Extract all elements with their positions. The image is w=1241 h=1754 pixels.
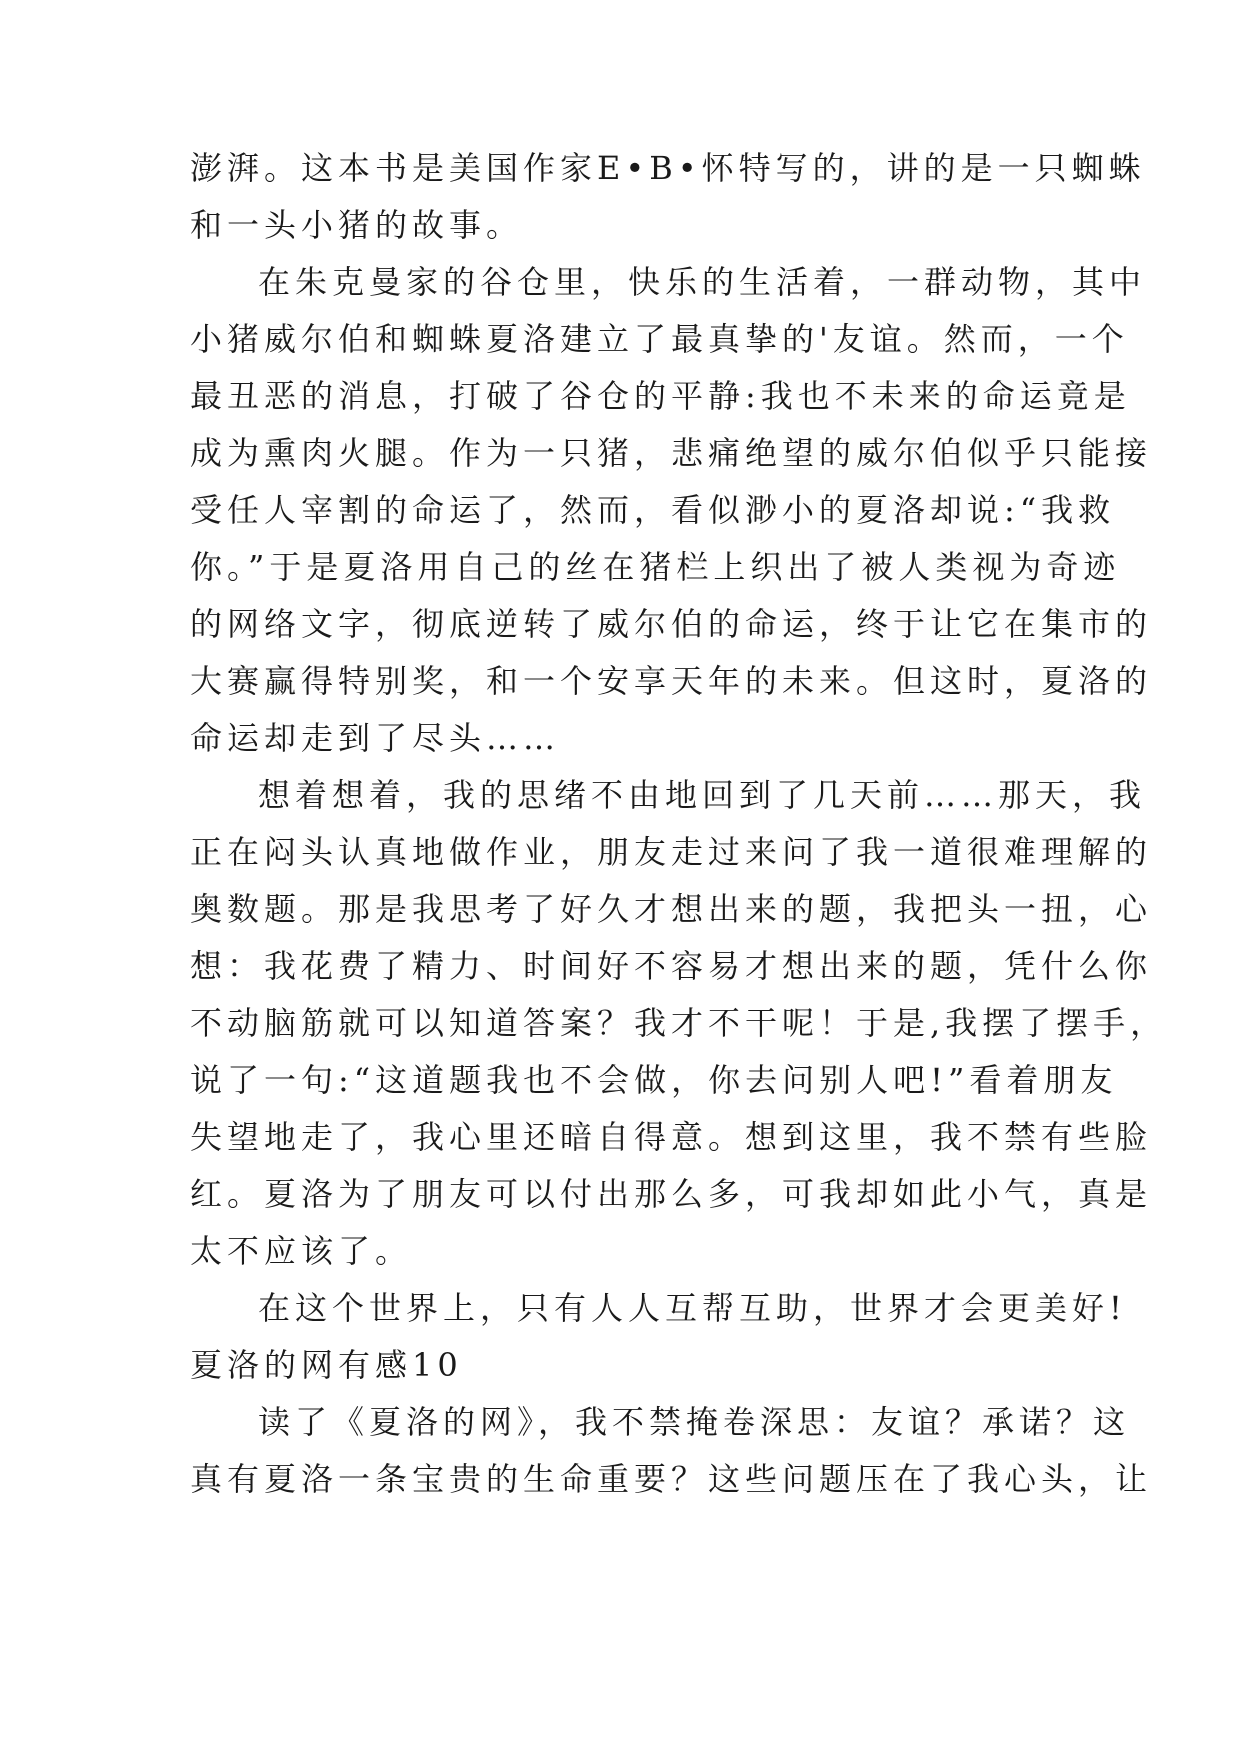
paragraph-start: 读了《夏洛的网》，我不禁掩卷深思：友谊？承诺？这 <box>258 1403 1131 1441</box>
text-line: 成为熏肉火腿。作为一只猪，悲痛绝望的威尔伯似乎只能接 <box>190 434 1153 472</box>
text-line: 小猪威尔伯和蜘蛛夏洛建立了最真挚的'友谊。然而，一个 <box>190 320 1129 358</box>
text-line: 红。夏洛为了朋友可以付出那么多，可我却如此小气，真是 <box>190 1175 1153 1213</box>
text-line: 最丑恶的消息，打破了谷仓的平静:我也不未来的命运竟是 <box>190 377 1131 415</box>
text-line: 想：我花费了精力、时间好不容易才想出来的题，凭什么你 <box>190 947 1153 985</box>
text-line: 的网络文字，彻底逆转了威尔伯的命运，终于让它在集市的 <box>190 605 1153 643</box>
text-line: 正在闷头认真地做作业，朋友走过来问了我一道很难理解的 <box>190 833 1153 871</box>
text-line: 说了一句:“这道题我也不会做，你去问别人吧!”看着朋友 <box>190 1061 1118 1099</box>
text-line: 不动脑筋就可以知道答案？我才不干呢！于是,我摆了摆手， <box>190 1004 1168 1042</box>
section-title: 夏洛的网有感10 <box>190 1346 463 1384</box>
paragraph-start: 在朱克曼家的谷仓里，快乐的生活着，一群动物，其中 <box>258 263 1147 301</box>
text-line: 太不应该了。 <box>190 1232 413 1270</box>
text-line: 真有夏洛一条宝贵的生命重要？这些问题压在了我心头，让 <box>190 1460 1153 1498</box>
text-line: 和一头小猪的故事。 <box>190 206 524 244</box>
text-line: 大赛赢得特别奖，和一个安享天年的未来。但这时，夏洛的 <box>190 662 1153 700</box>
paragraph-start: 在这个世界上，只有人人互帮互助，世界才会更美好! <box>258 1289 1127 1327</box>
text-line: 受任人宰割的命运了，然而，看似渺小的夏洛却说:“我救 <box>190 491 1116 529</box>
text-line: 澎湃。这本书是美国作家E•B•怀特写的，讲的是一只蜘蛛 <box>190 149 1146 187</box>
text-line: 你。”于是夏洛用自己的丝在猪栏上织出了被人类视为奇迹 <box>190 548 1121 586</box>
text-line: 失望地走了，我心里还暗自得意。想到这里，我不禁有些脸 <box>190 1118 1153 1156</box>
text-line: 命运却走到了尽头…… <box>190 719 561 757</box>
paragraph-start: 想着想着，我的思绪不由地回到了几天前……那天，我 <box>258 776 1147 814</box>
text-line: 奥数题。那是我思考了好久才想出来的题，我把头一扭，心 <box>190 890 1153 928</box>
